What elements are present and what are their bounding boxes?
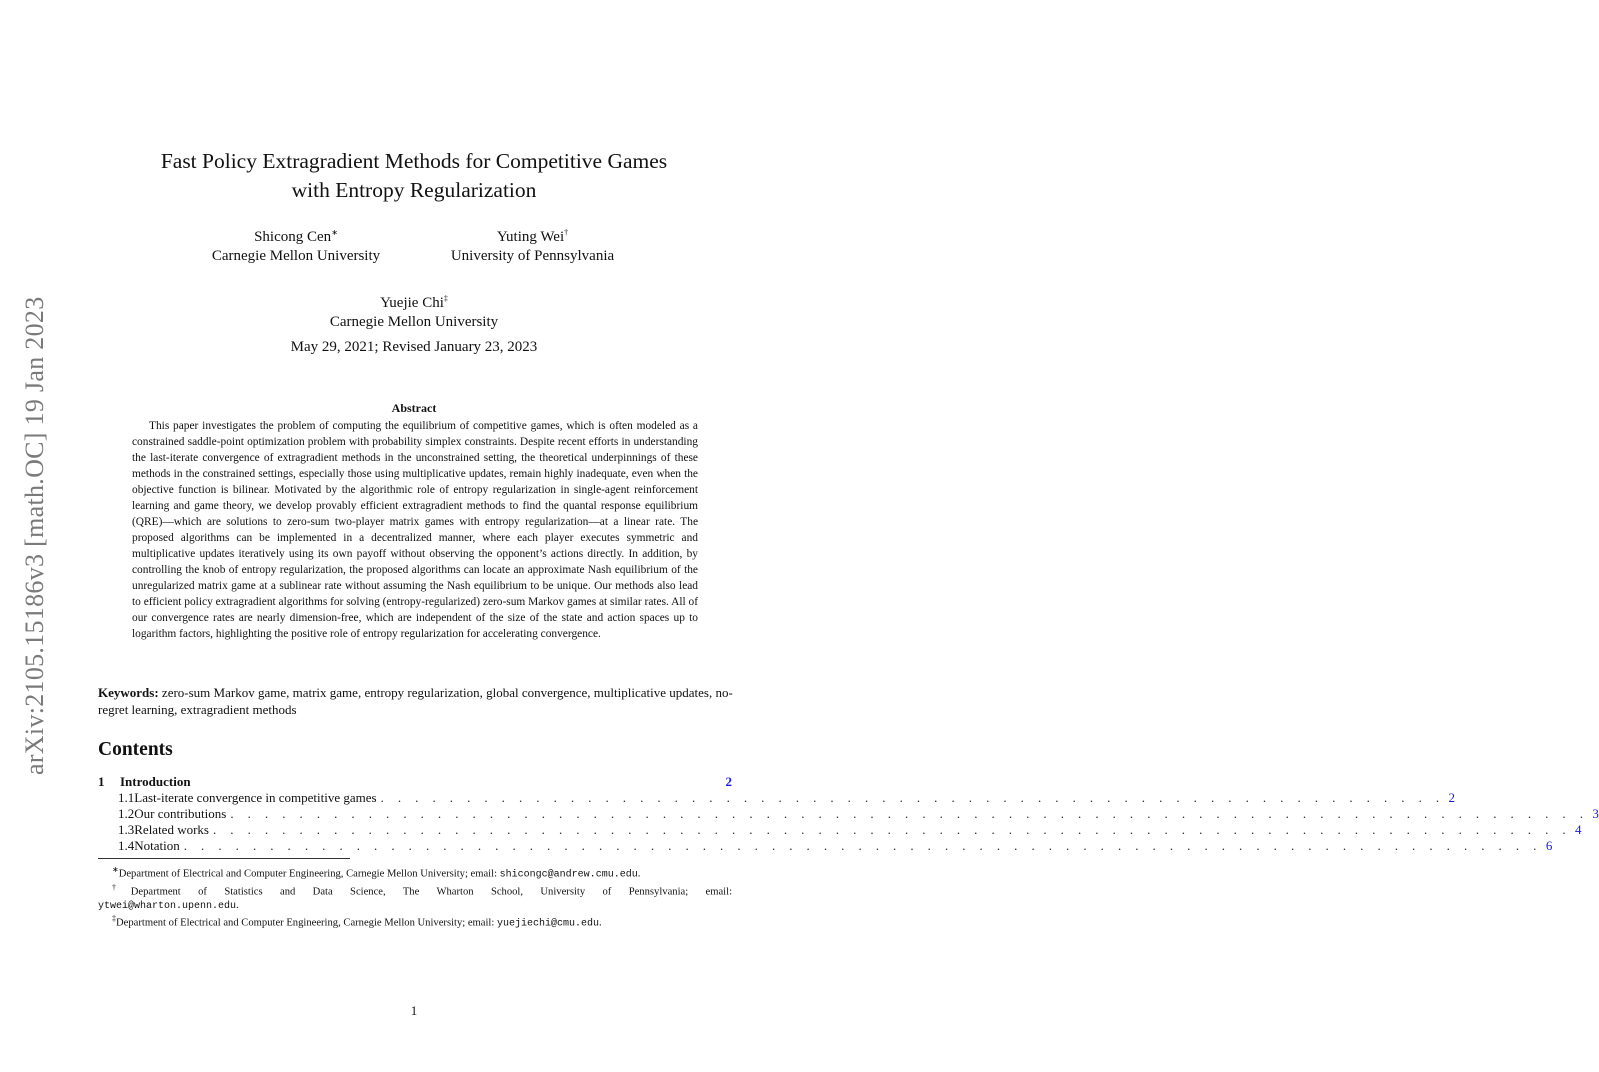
toc-entry[interactable] [98,790,1456,806]
contents-heading: Contents [98,739,173,760]
author-name: Shicong Cen∗ [254,228,338,245]
footnote-mark[interactable]: ‡ [443,294,448,303]
toc-leader: . . . . . . . . . . . . . . . . . . . . . . . . . . . . . . . . . . . . . . . . . . . . . . . . . . . . . . . . . . . . . . . . . . . . . . . . . . . . . . . [230,806,1589,821]
toc-entry[interactable] [98,806,1599,822]
toc-page-link[interactable]: 2 [1448,790,1456,805]
title-line-1: Fast Policy Extragradient Methods for Competitive Games [160,149,668,173]
author-name: Yuejie Chi‡ [380,294,448,311]
footnote-divider [98,858,350,859]
title-line-2: with Entropy Regularization [291,178,537,202]
keywords [98,685,734,718]
footnote: ∗Department of Electrical and Computer Engineering, Carnegie Mellon University; email: shicongc@andrew.cmu.edu. [112,865,641,881]
email-link[interactable]: shicongc@andrew.cmu.edu [499,869,638,881]
toc-leader: . . . . . . . . . . . . . . . . . . . . . . . . . . . . . . . . . . . . . . . . . . . . . . . . . . . . . . . . . . . . . . . . . . . . . . . . . . . . . . . [183,838,1542,853]
toc-label: Introduction [120,774,191,789]
author-block [196,223,396,266]
footnotes [98,864,732,932]
toc-leader: . . . . . . . . . . . . . . . . . . . . . . . . . . . . . . . . . . . . . . . . . . . . . . . . . . . . . . . . . . . . . . [380,790,1445,805]
toc-label: Notation [134,838,180,853]
author-block [0,289,828,332]
footnote-mark[interactable]: ∗ [331,228,338,237]
keywords-label: Keywords: [98,685,159,700]
toc-leader: . . . . . . . . . . . . . . . . . . . . . . . . . . . . . . . . . . . . . . . . . . . . . . . . . . . . . . . . . . . . . . . . . . . . . . . . . . . . . . . [212,822,1572,837]
footnote-continuation: ytwei@wharton.upenn.edu. [98,899,239,912]
paper-date: May 29, 2021; Revised January 23, 2023 [290,339,538,355]
footnote-mark: † [112,883,131,893]
toc-number: 1 [98,774,105,789]
arxiv-identifier[interactable]: arXiv:2105.15186v3 [math.OC] 19 Jan 2023 [20,296,49,775]
toc-entry[interactable] [98,774,732,790]
footnote-mark[interactable]: † [564,228,569,237]
toc-label: Last-iterate convergence in competitive games [134,790,377,805]
table-of-contents [98,774,1599,854]
toc-number: 1.3 [118,822,135,837]
email-link[interactable]: ytwei@wharton.upenn.edu [98,900,237,912]
toc-page-link[interactable]: 6 [1545,838,1553,853]
toc-page-link[interactable]: 3 [1592,806,1599,821]
author-affiliation: University of Pennsylvania [450,248,615,264]
author-affiliation: Carnegie Mellon University [211,248,381,264]
author-block [430,223,635,266]
footnote-mark: ‡ [112,914,116,924]
keywords-text: zero-sum Markov game, matrix game, entropy regularization, global convergence, multiplicative updates, no-regret learning, extragradient methods [98,685,733,717]
toc-number: 1.4 [118,838,135,853]
toc-entry[interactable] [98,822,1582,838]
toc-label: Our contributions [134,806,227,821]
toc-number: 1.2 [118,806,135,821]
author-affiliation: Carnegie Mellon University [329,314,499,330]
footnote: †Department of Statistics and Data Science, The Wharton School, University of Pennsylvania; email: [112,883,733,898]
toc-page-link[interactable]: 4 [1575,822,1582,837]
footnote-mark: ∗ [112,865,119,874]
email-link[interactable]: yuejiechi@cmu.edu [496,918,599,930]
footnote: ‡Department of Electrical and Computer Engineering, Carnegie Mellon University; email: yuejiechi@cmu.edu. [112,914,602,930]
toc-page-link[interactable]: 2 [725,774,732,789]
page-number: 1 [410,1003,418,1018]
toc-number: 1.1 [118,790,135,805]
abstract-heading: Abstract [391,401,437,415]
toc-entry[interactable] [98,838,1553,854]
toc-label: Related works [134,822,209,837]
author-name: Yuting Wei† [496,228,569,245]
abstract-text: This paper investigates the problem of computing the equilibrium of competitive games, which is often modeled as a constrained saddle-point optimization problem with probability simplex constraints. Despite recent efforts in understanding the last-iterate convergence of extragradient methods in the unconstrained setting, the theoretical underpinnings of these methods in the constrained settings, especially those using multiplicative updates, remain highly inadequate, even when the objective function is bilinear. Motivated by the algorithmic role of entropy regularization in single-agent reinforcement learning and game theory, we develop provably efficient extragradient methods to find the quantal response equilibrium (QRE)—which are solutions to zero-sum two-player matrix games with entropy regularization—at a linear rate. The proposed algorithms can be implemented in a decentralized manner, where each player executes symmetric and multiplicative updates iteratively using its own payoff without observing the opponent’s actions directly. In addition, by controlling the knob of entropy regularization, the proposed algorithms can locate an approximate Nash equilibrium of the unregularized matrix game at a sublinear rate without assuming the Nash equilibrium to be unique. Our methods also lead to efficient policy extragradient algorithms for solving (entropy-regularized) zero-sum Markov games at similar rates. All of our convergence rates are nearly dimension-free, which are independent of the size of the state and action spaces up to logarithm factors, highlighting the positive role of entropy regularization for accelerating convergence. [132,420,698,640]
paper-title [0,147,828,205]
